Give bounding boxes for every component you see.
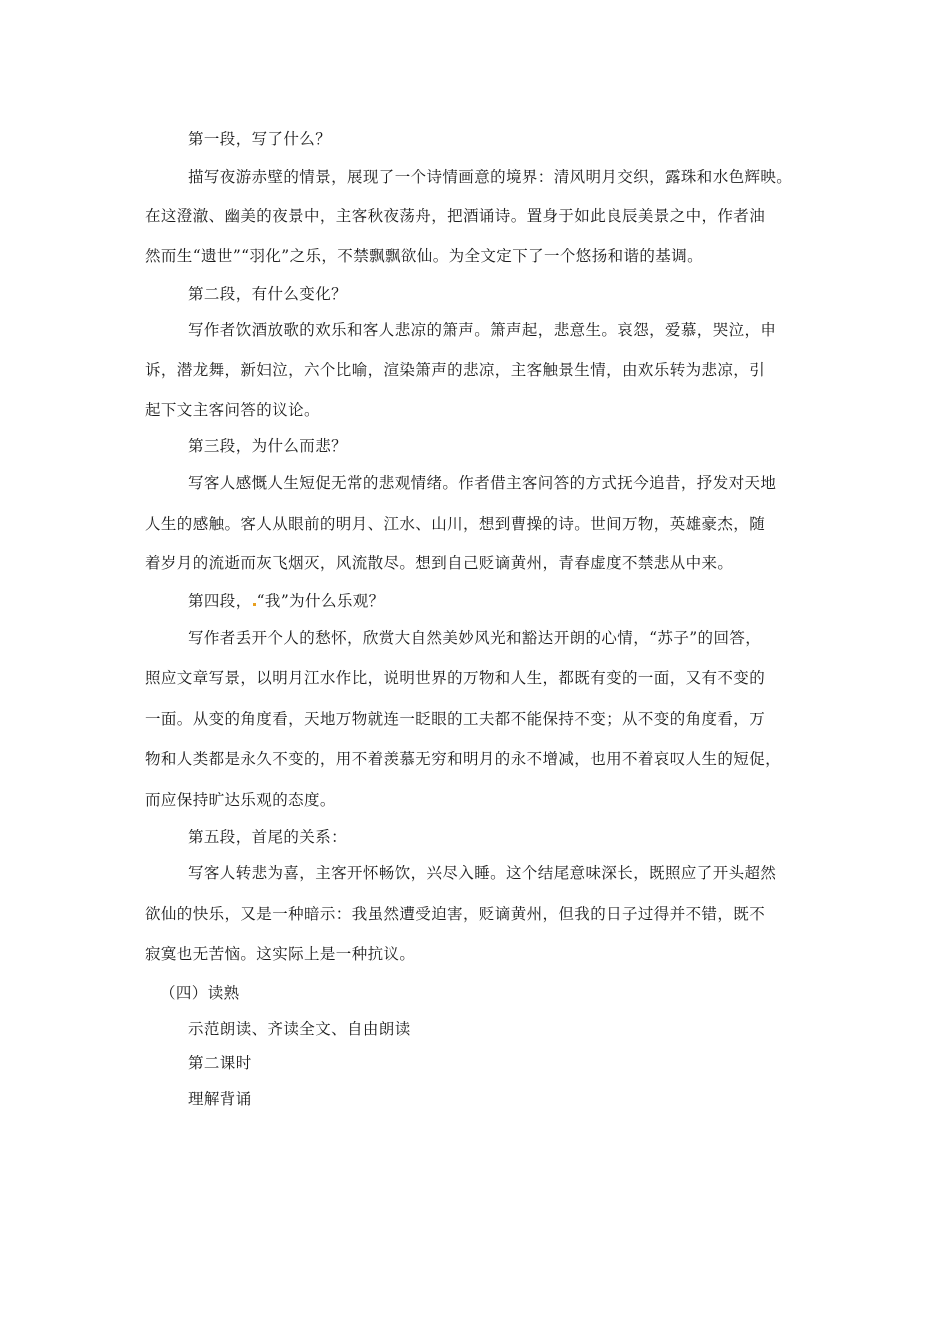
section-1-line-2: 在这澄澈、幽美的夜景中，主客秋夜荡舟，把酒诵诗。置身于如此良辰美景之中，作者油	[145, 207, 766, 225]
section-5-line-3: 寂寞也无苦恼。这实际上是一种抗议。	[145, 945, 416, 963]
section-1-heading: 第一段，写了什么？	[188, 130, 332, 148]
section-2-line-3: 起下文主客问答的议论。	[145, 401, 320, 419]
section-4-line-1: 写作者丢开个人的愁怀，欣赏大自然美妙风光和豁达开朗的心情，“苏子”的回答，	[188, 629, 762, 647]
section-3-line-1: 写客人感慨人生短促无常的悲观情绪。作者借主客问答的方式抚今追昔，抒发对天地	[188, 474, 777, 492]
section-4-heading-prefix: 第四段，	[188, 592, 252, 610]
section-5-line-1: 写客人转悲为喜，主客开怀畅饮，兴尽入睡。这个结尾意味深长，既照应了开头超然	[188, 864, 777, 882]
section-4-line-5: 而应保持旷达乐观的态度。	[145, 791, 336, 809]
section-4-heading-question: “我”为什么乐观？	[256, 592, 385, 610]
part-4-text: 示范朗读、齐读全文、自由朗读	[188, 1020, 411, 1038]
section-2-line-1: 写作者饮酒放歌的欢乐和客人悲凉的箫声。箫声起，悲意生。哀怨，爱慕，哭泣，申	[188, 321, 777, 339]
section-2-heading: 第二段，有什么变化？	[188, 285, 348, 303]
lesson-2-topic: 理解背诵	[188, 1090, 252, 1108]
section-3-line-3: 着岁月的流逝而灰飞烟灭，风流散尽。想到自己贬谪黄州，青春虚度不禁悲从中来。	[145, 554, 734, 572]
section-4-line-4: 物和人类都是永久不变的，用不着羡慕无穷和明月的永不增减，也用不着哀叹人生的短促，	[145, 750, 782, 768]
section-1-line-1: 描写夜游赤壁的情景，展现了一个诗情画意的境界：清风明月交织，露珠和水色辉映。	[188, 168, 793, 186]
section-3-line-2: 人生的感触。客人从眼前的明月、江水、山川，想到曹操的诗。世间万物，英雄豪杰，随	[145, 515, 766, 533]
section-5-heading: 第五段，首尾的关系：	[188, 828, 348, 846]
section-2-line-2: 诉，潜龙舞，新妇泣，六个比喻，渲染箫声的悲凉，主客触景生情，由欢乐转为悲凉，引	[145, 361, 766, 379]
lesson-2-heading: 第二课时	[188, 1054, 252, 1072]
section-4-heading	[188, 591, 385, 611]
section-4-line-3: 一面。从变的角度看，天地万物就连一眨眼的工夫都不能保持不变；从不变的角度看，万	[145, 710, 766, 728]
section-3-heading: 第三段，为什么而悲？	[188, 437, 348, 455]
section-1-line-3: 然而生“遗世”“羽化”之乐，不禁飘飘欲仙。为全文定下了一个悠扬和谐的基调。	[145, 247, 703, 265]
section-5-line-2: 欲仙的快乐，又是一种暗示：我虽然遭受迫害，贬谪黄州，但我的日子过得并不错，既不	[145, 905, 766, 923]
mark-dot	[253, 603, 256, 606]
section-4-line-2: 照应文章写景，以明月江水作比，说明世界的万物和人生，都既有变的一面，又有不变的	[145, 669, 766, 687]
part-4-heading: （四）读熟	[160, 984, 240, 1002]
